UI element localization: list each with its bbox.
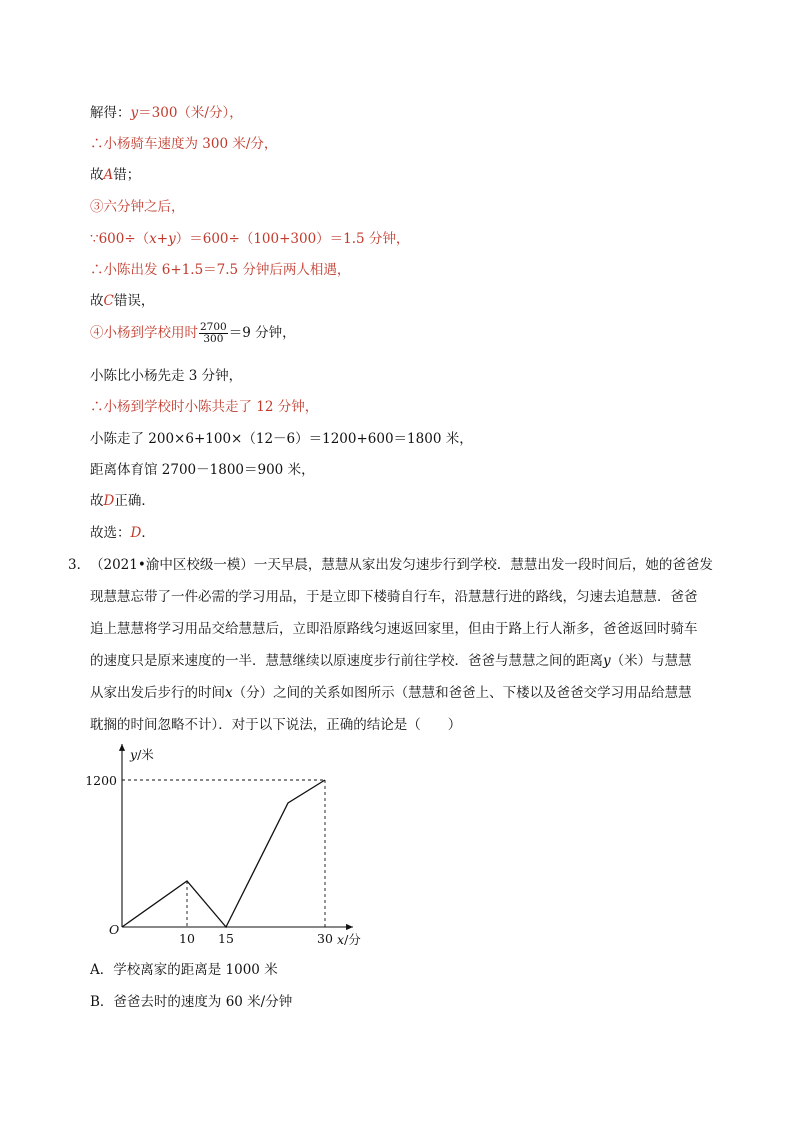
problem-line: （2021•渝中区校级一模）一天早晨，慧慧从家出发匀速步行到学校．慧慧出发一段时间后，她的爸爸发: [90, 557, 713, 573]
text: ∵600÷（: [90, 231, 150, 247]
solution-line-7: [90, 292, 154, 310]
var-x: x: [225, 685, 233, 701]
text: 故选：: [90, 525, 131, 541]
text: 从家出发后步行的时间: [90, 685, 225, 701]
text: 解得：: [90, 105, 131, 121]
text: ＝9 分钟，: [228, 325, 296, 341]
var-d: D: [103, 493, 115, 509]
var-xy: x+y: [149, 231, 176, 247]
distance-line: [122, 780, 325, 927]
text: （米）与慧慧: [610, 653, 692, 669]
origin-label: O: [109, 922, 120, 937]
fraction-denominator: 300: [203, 333, 224, 345]
solution-line-4: ③六分钟之后，: [90, 199, 185, 215]
var-c: C: [103, 293, 114, 309]
solution-line-1: [90, 104, 243, 122]
solution-line-14: [90, 524, 155, 542]
solution-line-6: ∴小陈出发 6+1.5＝7.5 分钟后两人相遇，: [90, 262, 351, 278]
distance-time-graph: [85, 738, 385, 953]
text: ④小杨到学校用时: [90, 325, 198, 341]
var-y: y: [603, 653, 611, 669]
var-d: D: [130, 525, 142, 541]
problem-line: 追上慧慧将学习用品交给慧慧后，立即沿原路线匀速返回家里，但由于路上行人渐多，爸爸返回时骑车: [90, 621, 698, 637]
option-a: A．学校离家的距离是 1000 米: [90, 962, 278, 978]
x-tick-10: 10: [179, 931, 195, 946]
solution-line-13: [90, 492, 155, 510]
solution-line-5: [90, 230, 409, 248]
option-b: B．爸爸去时的速度为 60 米/分钟: [90, 994, 293, 1010]
solution-line-12: 距离体育馆 2700－1800＝900 米，: [90, 462, 315, 478]
text: 正确．: [114, 493, 155, 509]
text: 的速度只是原来速度的一半．慧慧继续以原速度步行前往学校．爸爸与慧慧之间的距离: [90, 653, 603, 669]
var-a: A: [103, 167, 114, 183]
text: （分）之间的关系如图所示（慧慧和爸爸上、下楼以及爸爸交学习用品给慧慧: [232, 685, 692, 701]
problem-line: [90, 645, 728, 677]
y-tick-1200: 1200: [85, 773, 117, 788]
problem-number: 3．: [68, 557, 91, 573]
solution-line-2: ∴小杨骑车速度为 300 米/分，: [90, 136, 278, 152]
fraction-numerator: 2700: [200, 321, 227, 333]
y-axis-label: y/米: [130, 747, 154, 762]
problem-line: 耽搁的时间忽略不计）．对于以下说法，正确的结论是（ ）: [90, 717, 462, 733]
solution-line-11: 小陈走了 200×6+100×（12－6）＝1200+600＝1800 米，: [90, 431, 473, 447]
x-axis-label: x/分: [337, 932, 361, 947]
text: 故: [90, 493, 104, 509]
fraction: [199, 322, 228, 345]
problem-line: [90, 677, 728, 709]
solution-line-9: 小陈比小杨先走 3 分钟，: [90, 368, 243, 384]
solution-line-8: [90, 322, 296, 345]
problem-3: [68, 549, 728, 741]
solution-line-3: [90, 166, 140, 184]
var-y: y: [130, 105, 139, 121]
x-tick-30: 30: [317, 931, 333, 946]
solution-line-10: ∴小杨到学校时小陈共走了 12 分钟，: [90, 399, 319, 415]
text: ＝300（米/分），: [138, 105, 243, 121]
problem-text: [90, 549, 728, 741]
text: 错；: [113, 167, 141, 183]
x-tick-15: 15: [218, 931, 234, 946]
text: ）＝600÷（100+300）＝1.5 分钟，: [175, 231, 410, 247]
problem-line: 现慧慧忘带了一件必需的学习用品，于是立即下楼骑自行车，沿慧慧行进的路线，匀速去追慧慧．爸爸: [90, 589, 698, 605]
text: ．: [141, 525, 155, 541]
text: 故: [90, 293, 104, 309]
text: 错误，: [113, 293, 155, 309]
text: 故: [90, 167, 104, 183]
